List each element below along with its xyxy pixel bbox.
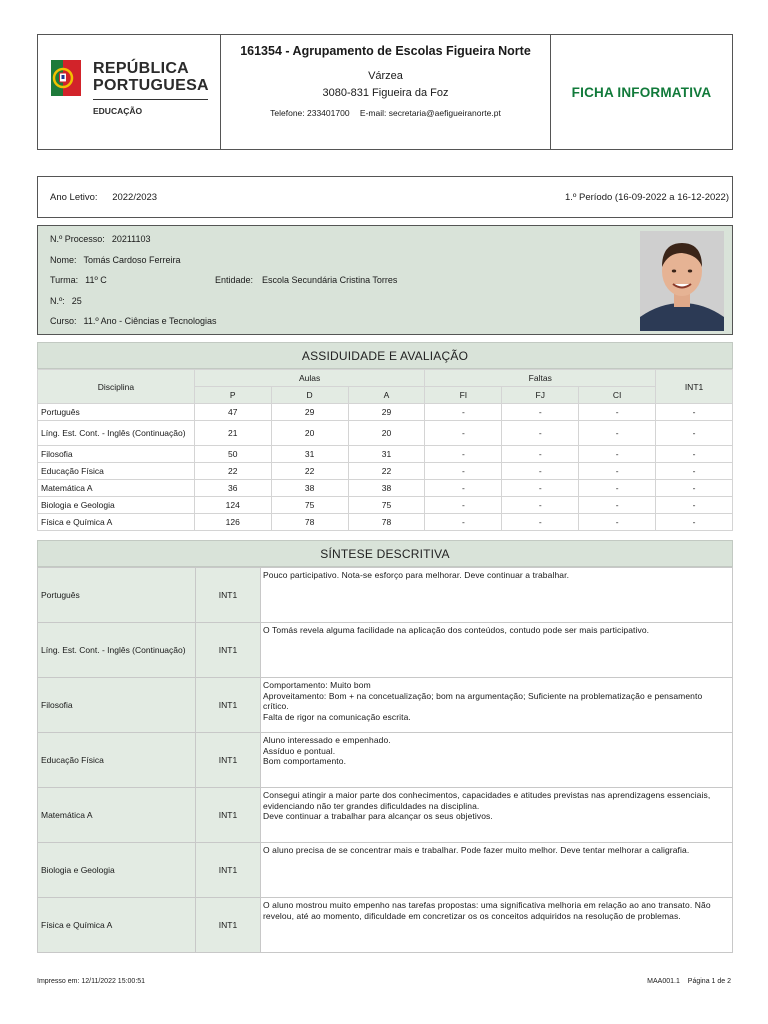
subject-cell: Biologia e Geologia	[38, 497, 195, 514]
logo-wordmark	[93, 60, 209, 94]
student-photo	[640, 231, 724, 331]
student-class-value: 11º C	[85, 275, 107, 285]
fj-cell: -	[502, 463, 579, 480]
fi-cell: -	[425, 480, 502, 497]
student-number-value: 25	[71, 296, 82, 306]
level-cell: INT1	[196, 568, 261, 623]
col-header-ci: CI	[579, 387, 656, 404]
a-cell: 31	[348, 446, 425, 463]
comment-cell	[261, 678, 733, 733]
table-row	[38, 463, 733, 480]
school-year-label: Ano Letivo:	[50, 192, 98, 203]
subject-cell: Biologia e Geologia	[38, 843, 196, 898]
table-row	[38, 404, 733, 421]
a-cell: 22	[348, 463, 425, 480]
comment-line: Falta de rigor na comunicação escrita.	[263, 711, 411, 722]
table-row	[38, 898, 733, 953]
page-footer-info	[641, 978, 731, 985]
school-email: E-mail: secretaria@aefigueiranorte.pt	[359, 108, 501, 118]
subject-cell: Matemática A	[38, 480, 195, 497]
form-code: MAA001.1	[647, 978, 680, 985]
comment-line: Aluno interessado e empenhado.	[263, 735, 391, 745]
subject-cell: Português	[38, 404, 195, 421]
student-number	[50, 296, 82, 306]
a-cell: 20	[348, 421, 425, 446]
ci-cell: -	[579, 446, 656, 463]
student-course-label: Curso:	[50, 316, 77, 326]
student-name-value: Tomás Cardoso Ferreira	[83, 255, 181, 265]
int-cell: -	[656, 421, 733, 446]
comment-line: O aluno precisa de se concentrar mais e trabalhar. Pode fazer muito melhor. Deve tentar melhorar a caligrafia.	[263, 845, 690, 855]
p-cell: 36	[194, 480, 271, 497]
a-cell: 29	[348, 404, 425, 421]
student-class	[50, 275, 107, 285]
a-cell: 38	[348, 480, 425, 497]
col-header-a: A	[348, 387, 425, 404]
school-year	[50, 192, 157, 203]
subject-cell: Matemática A	[38, 788, 196, 843]
comment-line: Assíduo e pontual.	[263, 745, 336, 756]
student-name	[50, 255, 181, 265]
col-header-p: P	[194, 387, 271, 404]
comment-cell	[261, 843, 733, 898]
school-year-row	[37, 176, 733, 218]
a-cell: 78	[348, 514, 425, 531]
fi-cell: -	[425, 497, 502, 514]
int-cell: -	[656, 497, 733, 514]
p-cell: 50	[194, 446, 271, 463]
subject-cell: Líng. Est. Cont. - Inglês (Continuação)	[38, 421, 195, 446]
fj-cell: -	[502, 480, 579, 497]
process-number-value: 20211103	[111, 234, 151, 244]
table-row	[38, 421, 733, 446]
ci-cell: -	[579, 404, 656, 421]
subject-cell: Filosofia	[38, 678, 196, 733]
table-row	[38, 568, 733, 623]
d-cell: 20	[271, 421, 348, 446]
level-cell: INT1	[196, 678, 261, 733]
school-phone: Telefone: 233401700	[270, 108, 350, 118]
process-number-label: N.º Processo:	[50, 234, 105, 244]
student-entity-value: Escola Secundária Cristina Torres	[262, 275, 398, 285]
comment-cell	[261, 788, 733, 843]
p-cell: 21	[194, 421, 271, 446]
student-class-label: Turma:	[50, 275, 79, 285]
logo-line1: REPÚBLICA	[93, 60, 190, 77]
portuguese-emblem-icon	[51, 60, 81, 96]
title-cell	[551, 35, 732, 149]
comment-line: Deve continuar a trabalhar para alcançar os seus objetivos.	[263, 811, 493, 821]
page-number: Página 1 de 2	[687, 978, 731, 985]
school-postal-code: 3080-831 Figueira da Foz	[322, 87, 449, 99]
comment-line: Bom comportamento.	[263, 756, 347, 766]
table-row	[38, 623, 733, 678]
table-row	[38, 446, 733, 463]
fj-cell: -	[502, 514, 579, 531]
col-header-absences: Faltas	[425, 370, 656, 387]
fj-cell: -	[502, 497, 579, 514]
col-header-int1: INT1	[656, 370, 733, 404]
logo-subtitle: EDUCAÇÃO	[93, 106, 143, 116]
ci-cell: -	[579, 480, 656, 497]
table-row	[38, 480, 733, 497]
table-row	[38, 678, 733, 733]
fi-cell: -	[425, 446, 502, 463]
p-cell: 47	[194, 404, 271, 421]
student-course-value: 11.º Ano - Ciências e Tecnologias	[83, 316, 217, 326]
fj-cell: -	[502, 446, 579, 463]
table-row	[38, 788, 733, 843]
p-cell: 124	[194, 497, 271, 514]
school-year-value: 2022/2023	[112, 192, 158, 203]
republica-portuguesa-logo	[38, 35, 221, 149]
comment-line: Consegui atingir a maior parte dos conhecimentos, capacidades e atitudes previstas nas aprendizagens essenciais, evidenciando não ter grandes dificuldades na disciplina.	[263, 790, 711, 811]
logo-divider	[93, 99, 208, 100]
comment-line: O Tomás revela alguma facilidade na aplicação dos conteúdos, contudo pode ser mais participativo.	[263, 625, 650, 635]
ci-cell: -	[579, 514, 656, 531]
table-row	[38, 514, 733, 531]
fj-cell: -	[502, 421, 579, 446]
synthesis-table	[37, 567, 733, 953]
level-cell: INT1	[196, 733, 261, 788]
subject-cell: Física e Química A	[38, 898, 196, 953]
d-cell: 22	[271, 463, 348, 480]
comment-cell	[261, 898, 733, 953]
p-cell: 22	[194, 463, 271, 480]
student-name-label: Nome:	[50, 255, 77, 265]
school-locality: Várzea	[368, 70, 403, 82]
document-header	[37, 34, 733, 150]
col-header-subject: Disciplina	[38, 370, 195, 404]
d-cell: 29	[271, 404, 348, 421]
subject-cell: Educação Física	[38, 733, 196, 788]
col-header-classes: Aulas	[194, 370, 425, 387]
subject-cell: Física e Química A	[38, 514, 195, 531]
table-row	[38, 843, 733, 898]
int-cell: -	[656, 480, 733, 497]
fi-cell: -	[425, 514, 502, 531]
process-number	[50, 234, 151, 244]
attendance-table	[37, 369, 733, 531]
student-entity-label: Entidade:	[215, 275, 254, 285]
table-row	[38, 497, 733, 514]
school-info	[221, 35, 551, 149]
student-number-label: N.º:	[50, 296, 65, 306]
comment-line: Pouco participativo. Nota-se esforço para melhorar. Deve continuar a trabalhar.	[263, 570, 570, 580]
level-cell: INT1	[196, 623, 261, 678]
col-header-fj: FJ	[502, 387, 579, 404]
attendance-section-title: ASSIDUIDADE E AVALIAÇÃO	[37, 342, 733, 369]
d-cell: 38	[271, 480, 348, 497]
school-name: 161354 - Agrupamento de Escolas Figueira Norte	[240, 44, 531, 58]
d-cell: 78	[271, 514, 348, 531]
col-header-fi: FI	[425, 387, 502, 404]
d-cell: 75	[271, 497, 348, 514]
col-header-d: D	[271, 387, 348, 404]
ci-cell: -	[579, 497, 656, 514]
subject-cell: Português	[38, 568, 196, 623]
a-cell: 75	[348, 497, 425, 514]
subject-cell: Líng. Est. Cont. - Inglês (Continuação)	[38, 623, 196, 678]
comment-cell	[261, 733, 733, 788]
comment-cell	[261, 623, 733, 678]
student-portrait-icon	[640, 231, 724, 331]
level-cell: INT1	[196, 898, 261, 953]
synthesis-section-title: SÍNTESE DESCRITIVA	[37, 540, 733, 567]
ci-cell: -	[579, 463, 656, 480]
comment-line: Aproveitamento: Bom + na concetualização; bom na argumentação; Suficiente na problematização e pensamento crítico.	[263, 690, 703, 711]
ci-cell: -	[579, 421, 656, 446]
int-cell: -	[656, 404, 733, 421]
level-cell: INT1	[196, 843, 261, 898]
fi-cell: -	[425, 463, 502, 480]
comment-line: Comportamento: Muito bom	[263, 680, 371, 690]
document-title: FICHA INFORMATIVA	[571, 84, 712, 100]
comment-cell	[261, 568, 733, 623]
fi-cell: -	[425, 421, 502, 446]
p-cell: 126	[194, 514, 271, 531]
comment-line: O aluno mostrou muito empenho nas tarefas propostas: uma significativa melhoria em relação ao ano transato. Não revelou, até ao momento, dificuldade em concretizar os os conceitos adquiridos na resolução de problemas.	[263, 900, 711, 921]
subject-cell: Educação Física	[38, 463, 195, 480]
int-cell: -	[656, 463, 733, 480]
printed-timestamp: Impresso em: 12/11/2022 15:00:51	[37, 978, 146, 985]
level-cell: INT1	[196, 788, 261, 843]
student-info-panel	[37, 225, 733, 335]
subject-cell: Filosofia	[38, 446, 195, 463]
int-cell: -	[656, 514, 733, 531]
fj-cell: -	[502, 404, 579, 421]
student-entity	[215, 275, 397, 285]
table-row	[38, 733, 733, 788]
int-cell: -	[656, 446, 733, 463]
student-course	[50, 316, 217, 326]
fi-cell: -	[425, 404, 502, 421]
logo-line2: PORTUGUESA	[93, 77, 209, 94]
term-period: 1.º Período (16-09-2022 a 16-12-2022)	[564, 192, 729, 203]
school-contacts	[221, 108, 550, 118]
d-cell: 31	[271, 446, 348, 463]
